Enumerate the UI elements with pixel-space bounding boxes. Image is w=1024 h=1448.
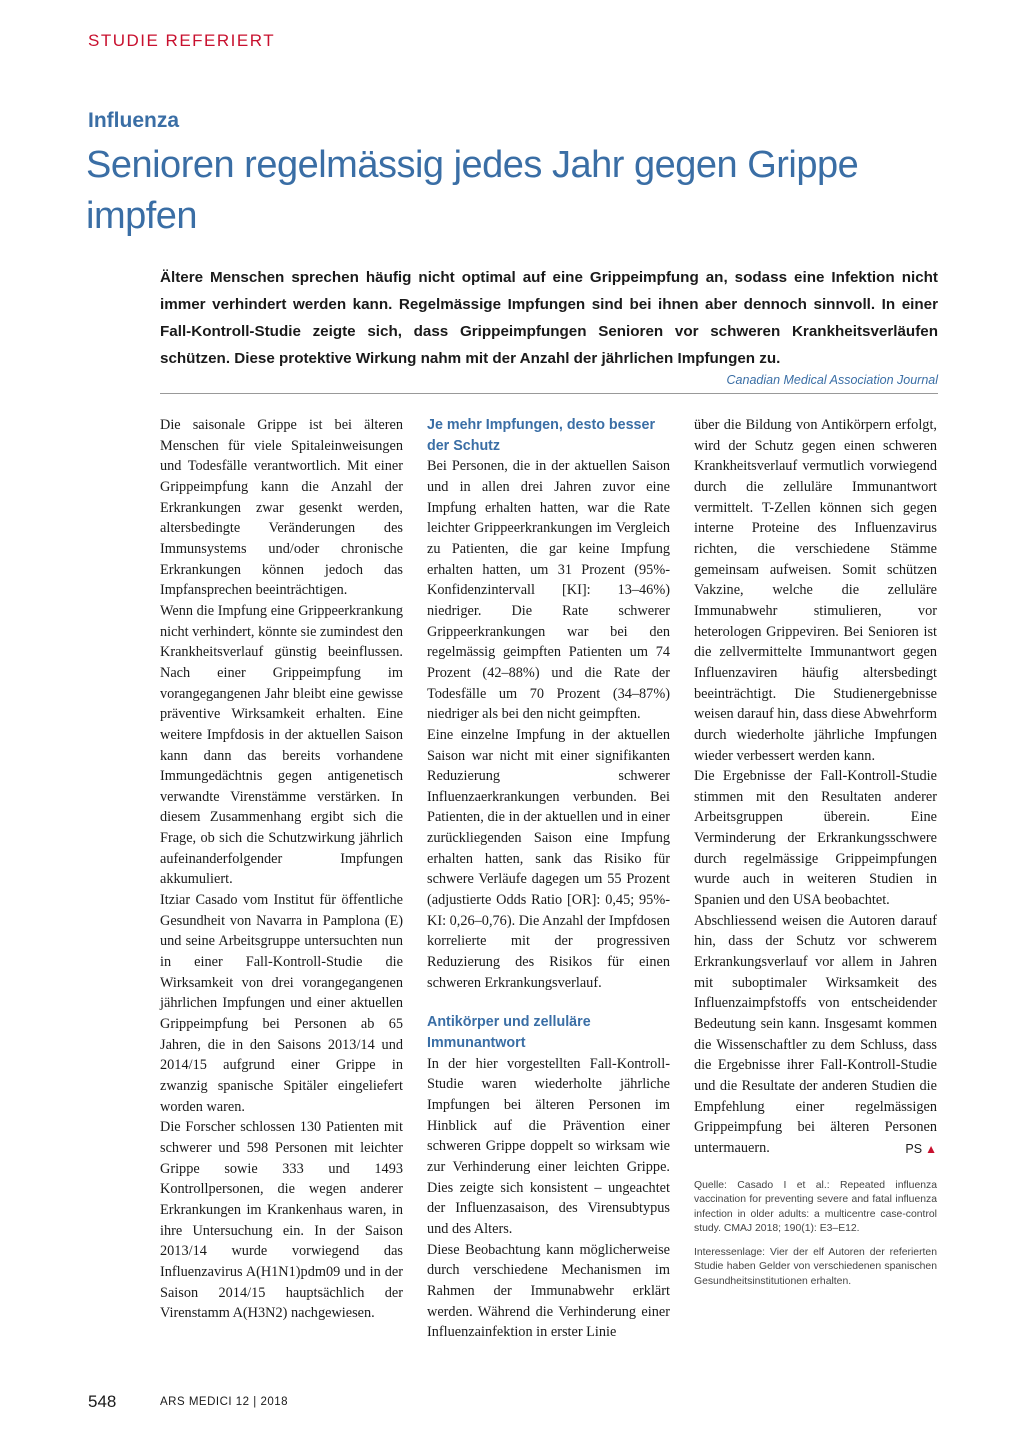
article-lead: Ältere Menschen sprechen häufig nicht optimal auf eine Grippeimpfung an, sodass eine Infektion nicht immer verhindert werden kann. Regelmässige Impfungen sind bei ihnen aber dennoch sinnvoll. In einer Fall-Kontroll-Studie zeigte sich, dass Grippeimpfungen Senioren vor schweren Krankheitsverläufen schützen. Diese protektive Wirkung nahm mit der Anzahl der jährlichen Impfungen zu. xyxy=(160,269,938,367)
paragraph: In der hier vorgestellten Fall-Kontroll-Studie waren wiederholte jährliche Impfungen bei älteren Personen im Hinblick auf die Prävention einer schweren Grippe doppelt so wirksam wie zur Verhinderung einer leichten Grippe. Dies zeigte sich konsistent – ungeachtet der Influenzasaison, des Virensubtypus und des Alters. xyxy=(427,1055,670,1237)
column-3 xyxy=(694,415,937,1289)
paragraph: Eine einzelne Impfung in der aktuellen Saison war nicht mit einer signifikanten Reduzierung schwerer Influenzaerkrankungen verbunden. Bei Patienten, die in der aktuellen und in einer zurückliegenden Saison eine Impfung erhalten hatten, sank das Risiko für schwere Verläufe dagegen um 55 Prozent (adjustierte Odds Ratio [OR]: 0,45; 95%-KI: 0,26–0,76). Die Anzahl der Impfdosen korrelierte mit der progressiven Reduzierung des Risikos für einen schweren Erkrankungsverlauf. xyxy=(427,726,670,991)
topic-kicker: Influenza xyxy=(88,109,180,132)
divider-rule xyxy=(160,393,938,394)
column-2 xyxy=(427,415,670,1343)
paragraph: Wenn die Impfung eine Grippeerkrankung nicht verhindert, könnte sie zumindest den Krankheitsverlauf günstig beeinflussen. Nach einer Grippeimpfung im vorangegangenen Jahr bleibt eine gewisse präventive Wirksamkeit erhalten. Eine weitere Impfdosis in der aktuellen Saison kann dann das bereits vorhandene Immungedächtnis gegen antigenetisch verwandte Virenstämme verstärken. In diesem Zusammenhang ergibt sich die Frage, ob sich die Schutzwirkung jährlich aufeinanderfolgender Impfungen akkumuliert. xyxy=(160,602,403,888)
article-title: Senioren regelmässig jedes Jahr gegen Grippe impfen xyxy=(86,144,859,237)
paragraph: Itziar Casado vom Institut für öffentliche Gesundheit von Navarra in Pamplona (E) und seine Arbeitsgruppe untersuchten nun in einer Fall-Kontroll-Studie die Wirksamkeit von drei vorangegangenen jährlichen Impfungen und einer aktuellen Grippeimpfung bei Personen ab 65 Jahren, die in den Saisons 2013/14 und 2014/15 aufgrund einer Grippe in zwanzig spanische Spitäler eingeliefert worden waren. xyxy=(160,892,403,1115)
source-journal: Canadian Medical Association Journal xyxy=(726,373,938,387)
section-label: STUDIE REFERIERT xyxy=(88,31,276,50)
column-1 xyxy=(160,415,403,1324)
end-triangle-icon: ▲ xyxy=(925,1141,937,1156)
paragraph: Diese Beobachtung kann möglicherweise durch verschiedene Mechanismen im Rahmen der Immunabwehr erklärt werden. Während die Verhinderung einer Influenzainfektion in erster Linie xyxy=(427,1241,670,1341)
conflict-of-interest: Interessenlage: Vier der elf Autoren der referierten Studie haben Gelder von verschiedenen spanischen Gesundheitsinstitutionen erhalten. xyxy=(694,1247,937,1287)
paragraph: Die saisonale Grippe ist bei älteren Menschen für viele Spitaleinweisungen und Todesfälle verantwortlich. Mit einer Grippeimpfung kann die Anzahl der Erkrankungen zwar gesenkt werden, altersbedingte Veränderungen des Immunsystems und/oder chronische Erkrankungen können jedoch das Impfansprechen beeinträchtigen. xyxy=(160,417,403,599)
paragraph: über die Bildung von Antikörpern erfolgt, wird der Schutz gegen einen schweren Krankheitsverlauf vermutlich vorwiegend durch die zelluläre Immunantwort vermittelt. T-Zellen können sich gegen interne Proteine des Influenzavirus richten, die verschiedene Stämme gemeinsam aufweisen. Somit schützen Vakzine, welche die zelluläre Immunabwehr stimulieren, vor heterologen Grippeviren. Bei Senioren ist die zellvermittelte Immunantwort gegen Influenzaviren häufig altersbedingt beeinträchtigt. Die Studienergebnisse weisen darauf hin, dass diese Abwehrform durch wiederholte jährliche Impfungen wieder verbessert werden kann. xyxy=(694,417,937,764)
paragraph: Die Forscher schlossen 130 Patienten mit schwerer und 598 Personen mit leichter Grippe sowie 333 und 1493 Kontrollpersonen, die wegen anderer Erkrankungen im Krankenhaus waren, in ihre Untersuchung ein. In der Saison 2013/14 wurde vorwiegend das Influenzavirus A(H1N1)pdm09 und in der Saison 2014/15 hauptsächlich der Virenstamm A(H3N2) nachgewiesen. xyxy=(160,1119,403,1322)
subheading: Antikörper und zelluläre Immunantwort xyxy=(427,1014,591,1052)
page-number: 548 xyxy=(88,1392,117,1411)
subheading: Je mehr Impfungen, desto besser der Schutz xyxy=(427,417,656,454)
paragraph: Bei Personen, die in der aktuellen Saison und in allen drei Jahren zuvor eine Impfung erhalten hatten, war die Rate leichter Grippeerkrankungen im Vergleich zu Patienten, die gar keine Impfung erhalten hatten, um 31 Prozent (95%-Konfidenzintervall [KI]: 13–46%) niedriger. Die Rate schwerer Grippeerkrankungen war bei den regelmässig geimpften Patienten um 74 Prozent (42–88%) und die Rate der Todesfälle um 70 Prozent (34–87%) niedriger als bei den nicht geimpften. xyxy=(427,458,670,723)
journal-issue: ARS MEDICI 12 | 2018 xyxy=(160,1396,289,1408)
source-reference: Quelle: Casado I et al.: Repeated influenza vaccination for preventing severe and fatal influenza infection in older adults: a multicentre case-control study. CMAJ 2018; 190(1): E3–E12. xyxy=(694,1180,937,1234)
paragraph: Die Ergebnisse der Fall-Kontroll-Studie stimmen mit den Resultaten anderer Arbeitsgruppen überein. Eine Verminderung der Erkrankungsschwere durch regelmässige Grippeimpfungen wurde auch in weiteren Studien in Spanien und den USA beobachtet. xyxy=(694,768,937,909)
author-initials: PS xyxy=(905,1141,923,1156)
paragraph: Abschliessend weisen die Autoren darauf hin, dass der Schutz vor schwerem Erkrankungsverlauf vor allem in Jahren mit suboptimaler Wirksamkeit des Influenzaimpfstoffs von entscheidender Bedeutung sein kann. Insgesamt kommen die Wissenschaftler zu dem Schluss, dass die Ergebnisse ihrer Fall-Kontroll-Studie und die Resultate der anderen Studien die Empfehlung einer regelmässigen Grippeimpfung bei älteren Personen untermauern. xyxy=(694,912,937,1156)
